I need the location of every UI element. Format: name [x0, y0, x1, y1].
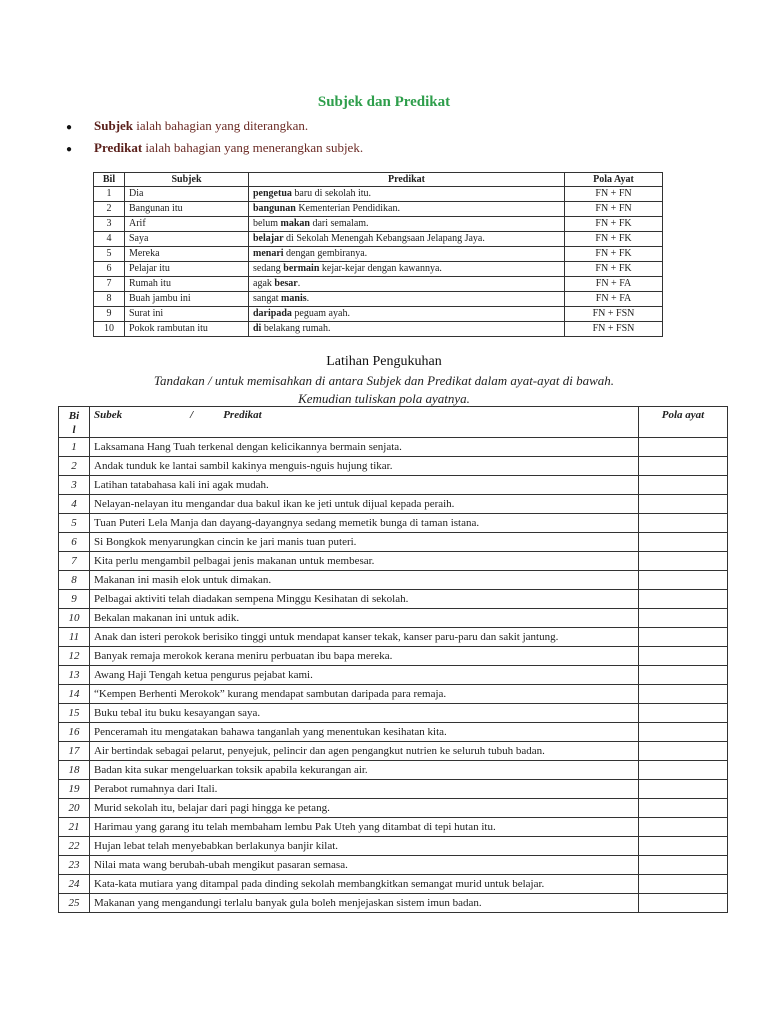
predikat-key: belajar [253, 233, 284, 244]
row-predikat [249, 202, 565, 217]
exercise-row [59, 837, 728, 856]
row-bil: 3 [59, 476, 90, 495]
example-table [93, 172, 663, 337]
row-sentence: Murid sekolah itu, belajar dari pagi hingga ke petang. [90, 799, 639, 818]
row-predikat [249, 262, 565, 277]
row-sentence: Hujan lebat telah menyebabkan berlakunya banjir kilat. [90, 837, 639, 856]
predikat-pre: sedang [253, 263, 284, 274]
predikat-post: . [306, 293, 310, 304]
row-bil: 7 [94, 277, 125, 292]
row-predikat [249, 322, 565, 337]
row-bil: 8 [94, 292, 125, 307]
row-bil: 21 [59, 818, 90, 837]
row-pola-ayat: FN + FA [565, 292, 663, 307]
predikat-key: pengetua [253, 188, 292, 199]
exercise-row [59, 704, 728, 723]
definition-text: ialah bahagian yang menerangkan subjek. [145, 140, 364, 155]
row-bil: 10 [59, 609, 90, 628]
row-pola-ayat: FN + FN [565, 202, 663, 217]
exercise-row [59, 647, 728, 666]
definition-subjek [66, 116, 363, 138]
row-sentence: Banyak remaja merokok kerana meniru perbuatan ibu bapa mereka. [90, 647, 639, 666]
row-predikat [249, 292, 565, 307]
row-bil: 16 [59, 723, 90, 742]
row-bil: 5 [59, 514, 90, 533]
row-pola-ayat-answer[interactable] [639, 723, 728, 742]
row-bil: 4 [59, 495, 90, 514]
row-sentence: Buku tebal itu buku kesayangan saya. [90, 704, 639, 723]
row-bil: 6 [94, 262, 125, 277]
instructions [90, 372, 678, 408]
row-bil: 10 [94, 322, 125, 337]
row-pola-ayat-answer[interactable] [639, 780, 728, 799]
bullet-icon: ● [66, 122, 73, 133]
predikat-post: belakang rumah. [261, 323, 331, 334]
row-pola-ayat: FN + FK [565, 232, 663, 247]
predikat-post: peguam ayah. [291, 308, 350, 319]
definition-text: ialah bahagian yang diterangkan. [136, 118, 309, 133]
row-predikat [249, 187, 565, 202]
page-title: Subjek dan Predikat [317, 94, 451, 110]
predikat-key: menari [253, 248, 284, 259]
predikat-post: dengan gembiranya. [283, 248, 368, 259]
row-pola-ayat: FN + FK [565, 217, 663, 232]
row-sentence: Latihan tatabahasa kali ini agak mudah. [90, 476, 639, 495]
header-predikat: Predikat [223, 409, 262, 421]
row-sentence: Anak dan isteri perokok berisiko tinggi untuk mendapat kanser tekak, kanser paru-paru dan sakit jantung. [90, 628, 639, 647]
exercise-table [58, 406, 728, 913]
row-pola-ayat-answer[interactable] [639, 685, 728, 704]
predikat-post: baru di sekolah itu. [291, 188, 372, 199]
row-bil: 1 [59, 438, 90, 457]
row-pola-ayat-answer[interactable] [639, 704, 728, 723]
definition-list [66, 116, 363, 160]
row-bil: 23 [59, 856, 90, 875]
exercise-row [59, 685, 728, 704]
predikat-key: manis [281, 293, 307, 304]
exercise-row [59, 571, 728, 590]
predikat-post: Kementerian Pendidikan. [295, 203, 400, 214]
row-sentence: Nelayan-nelayan itu mengandar dua bakul ikan ke jeti untuk dijual kepada peraih. [90, 495, 639, 514]
header-pola-ayat: Pola Ayat [565, 173, 663, 187]
predikat-post: kejar-kejar dengan kawannya. [319, 263, 442, 274]
row-sentence: Bekalan makanan ini untuk adik. [90, 609, 639, 628]
section-title: Latihan Pengukuhan [326, 354, 442, 369]
exercise-row [59, 761, 728, 780]
predikat-key: makan [280, 218, 310, 229]
header-subjek: Subjek [125, 173, 249, 187]
exercise-row [59, 590, 728, 609]
row-sentence: Air bertindak sebagai pelarut, penyejuk, pelincir dan agen pengangkut nutrien ke seluruh tubuh badan. [90, 742, 639, 761]
row-bil: 25 [59, 894, 90, 913]
row-pola-ayat: FN + FSN [565, 322, 663, 337]
row-pola-ayat: FN + FSN [565, 307, 663, 322]
definition-term: Predikat [94, 140, 143, 155]
row-subjek: Buah jambu ini [125, 292, 249, 307]
row-pola-ayat-answer[interactable] [639, 628, 728, 647]
exercise-row [59, 894, 728, 913]
row-bil: 2 [94, 202, 125, 217]
predikat-key: bangunan [253, 203, 296, 214]
row-pola-ayat-answer[interactable] [639, 552, 728, 571]
row-bil: 15 [59, 704, 90, 723]
row-subjek: Saya [125, 232, 249, 247]
example-row [94, 232, 663, 247]
header-bil: Bi l [59, 407, 90, 438]
row-sentence: Kita perlu mengambil pelbagai jenis makanan untuk membesar. [90, 552, 639, 571]
exercise-row [59, 856, 728, 875]
exercise-row [59, 628, 728, 647]
row-pola-ayat-answer[interactable] [639, 590, 728, 609]
header-subek: Subek [94, 409, 123, 421]
predikat-post: dari semalam. [309, 218, 369, 229]
predikat-key: besar [274, 278, 298, 289]
example-row [94, 262, 663, 277]
row-pola-ayat-answer[interactable] [639, 856, 728, 875]
row-sentence: Badan kita sukar mengeluarkan toksik apabila kekurangan air. [90, 761, 639, 780]
row-sentence: Tuan Puteri Lela Manja dan dayang-dayangnya sedang memetik bunga di taman istana. [90, 514, 639, 533]
header-slash: / [190, 409, 194, 421]
row-pola-ayat-answer[interactable] [639, 837, 728, 856]
exercise-row [59, 552, 728, 571]
row-predikat [249, 232, 565, 247]
row-sentence: Penceramah itu mengatakan bahawa tanganlah yang menentukan kesihatan kita. [90, 723, 639, 742]
instruction-line: Kemudian tuliskan pola ayatnya. [298, 391, 470, 406]
row-bil: 22 [59, 837, 90, 856]
row-bil: 24 [59, 875, 90, 894]
exercise-row [59, 495, 728, 514]
predikat-pre: belum [253, 218, 281, 229]
row-predikat [249, 307, 565, 322]
row-sentence: Perabot rumahnya dari Itali. [90, 780, 639, 799]
row-bil: 1 [94, 187, 125, 202]
row-bil: 9 [94, 307, 125, 322]
exercise-row [59, 799, 728, 818]
row-sentence: Awang Haji Tengah ketua pengurus pejabat kami. [90, 666, 639, 685]
row-sentence: Si Bongkok menyarungkan cincin ke jari manis tuan puteri. [90, 533, 639, 552]
row-pola-ayat-answer[interactable] [639, 457, 728, 476]
row-bil: 9 [59, 590, 90, 609]
exercise-row [59, 514, 728, 533]
row-sentence: Makanan ini masih elok untuk dimakan. [90, 571, 639, 590]
row-bil: 14 [59, 685, 90, 704]
predikat-post: . [297, 278, 301, 289]
header-bil: Bil [94, 173, 125, 187]
row-subjek: Bangunan itu [125, 202, 249, 217]
example-row [94, 217, 663, 232]
predikat-pre: sangat [253, 293, 282, 304]
row-predikat [249, 277, 565, 292]
header-subek-predikat [90, 407, 639, 438]
row-bil: 19 [59, 780, 90, 799]
exercise-row [59, 742, 728, 761]
row-bil: 4 [94, 232, 125, 247]
exercise-row [59, 818, 728, 837]
row-pola-ayat: FN + FK [565, 262, 663, 277]
definition-term: Subjek [94, 118, 134, 133]
row-bil: 18 [59, 761, 90, 780]
row-predikat [249, 247, 565, 262]
exercise-row [59, 438, 728, 457]
example-row [94, 307, 663, 322]
row-bil: 11 [59, 628, 90, 647]
row-pola-ayat: FN + FN [565, 187, 663, 202]
row-sentence: Laksamana Hang Tuah terkenal dengan kelicikannya bermain senjata. [90, 438, 639, 457]
row-pola-ayat-answer[interactable] [639, 875, 728, 894]
row-bil: 8 [59, 571, 90, 590]
exercise-row [59, 457, 728, 476]
row-subjek: Arif [125, 217, 249, 232]
predikat-key: daripada [253, 308, 292, 319]
row-bil: 20 [59, 799, 90, 818]
row-pola-ayat-answer[interactable] [639, 742, 728, 761]
row-pola-ayat-answer[interactable] [639, 571, 728, 590]
row-bil: 3 [94, 217, 125, 232]
exercise-row [59, 476, 728, 495]
row-bil: 12 [59, 647, 90, 666]
row-bil: 5 [94, 247, 125, 262]
row-bil: 17 [59, 742, 90, 761]
row-sentence: Makanan yang mengandungi terlalu banyak gula boleh menjejaskan sistem imun badan. [90, 894, 639, 913]
exercise-row [59, 780, 728, 799]
example-row [94, 292, 663, 307]
predikat-pre: agak [253, 278, 275, 289]
exercise-row [59, 875, 728, 894]
row-sentence: “Kempen Berhenti Merokok” kurang mendapat sambutan daripada para remaja. [90, 685, 639, 704]
row-pola-ayat-answer[interactable] [639, 609, 728, 628]
predikat-key: di [253, 323, 262, 334]
row-bil: 7 [59, 552, 90, 571]
exercise-table-header [59, 407, 728, 438]
example-row [94, 187, 663, 202]
row-pola-ayat-answer[interactable] [639, 495, 728, 514]
exercise-row [59, 666, 728, 685]
row-sentence: Harimau yang garang itu telah membaham lembu Pak Uteh yang ditambat di tepi hutan itu. [90, 818, 639, 837]
row-subjek: Mereka [125, 247, 249, 262]
example-row [94, 322, 663, 337]
example-row [94, 247, 663, 262]
row-subjek: Surat ini [125, 307, 249, 322]
example-row [94, 202, 663, 217]
exercise-row [59, 533, 728, 552]
header-predikat: Predikat [249, 173, 565, 187]
row-pola-ayat-answer[interactable] [639, 533, 728, 552]
row-subjek: Pelajar itu [125, 262, 249, 277]
row-pola-ayat-answer[interactable] [639, 761, 728, 780]
exercise-row [59, 609, 728, 628]
row-pola-ayat: FN + FK [565, 247, 663, 262]
example-row [94, 277, 663, 292]
row-pola-ayat-answer[interactable] [639, 818, 728, 837]
header-pola-ayat: Pola ayat [639, 407, 728, 438]
row-pola-ayat: FN + FA [565, 277, 663, 292]
definition-predikat [66, 138, 363, 160]
row-bil: 6 [59, 533, 90, 552]
predikat-key: bermain [283, 263, 320, 274]
row-subjek: Dia [125, 187, 249, 202]
row-pola-ayat-answer[interactable] [639, 438, 728, 457]
row-sentence: Kata-kata mutiara yang ditampal pada dinding sekolah membangkitkan semangat murid untuk belajar. [90, 875, 639, 894]
row-sentence: Nilai mata wang berubah-ubah mengikut pasaran semasa. [90, 856, 639, 875]
row-bil: 13 [59, 666, 90, 685]
instruction-line: Tandakan / untuk memisahkan di antara Subjek dan Predikat dalam ayat-ayat di bawah. [153, 373, 615, 388]
exercise-row [59, 723, 728, 742]
row-predikat [249, 217, 565, 232]
row-pola-ayat-answer[interactable] [639, 894, 728, 913]
bullet-icon: ● [66, 144, 73, 155]
row-pola-ayat-answer[interactable] [639, 476, 728, 495]
row-pola-ayat-answer[interactable] [639, 799, 728, 818]
row-pola-ayat-answer[interactable] [639, 514, 728, 533]
example-table-header [94, 173, 663, 187]
row-bil: 2 [59, 457, 90, 476]
row-sentence: Pelbagai aktiviti telah diadakan sempena Minggu Kesihatan di sekolah. [90, 590, 639, 609]
row-pola-ayat-answer[interactable] [639, 666, 728, 685]
row-subjek: Rumah itu [125, 277, 249, 292]
row-subjek: Pokok rambutan itu [125, 322, 249, 337]
row-pola-ayat-answer[interactable] [639, 647, 728, 666]
row-sentence: Andak tunduk ke lantai sambil kakinya menguis-nguis hujung tikar. [90, 457, 639, 476]
predikat-post: di Sekolah Menengah Kebangsaan Jelapang Jaya. [283, 233, 485, 244]
